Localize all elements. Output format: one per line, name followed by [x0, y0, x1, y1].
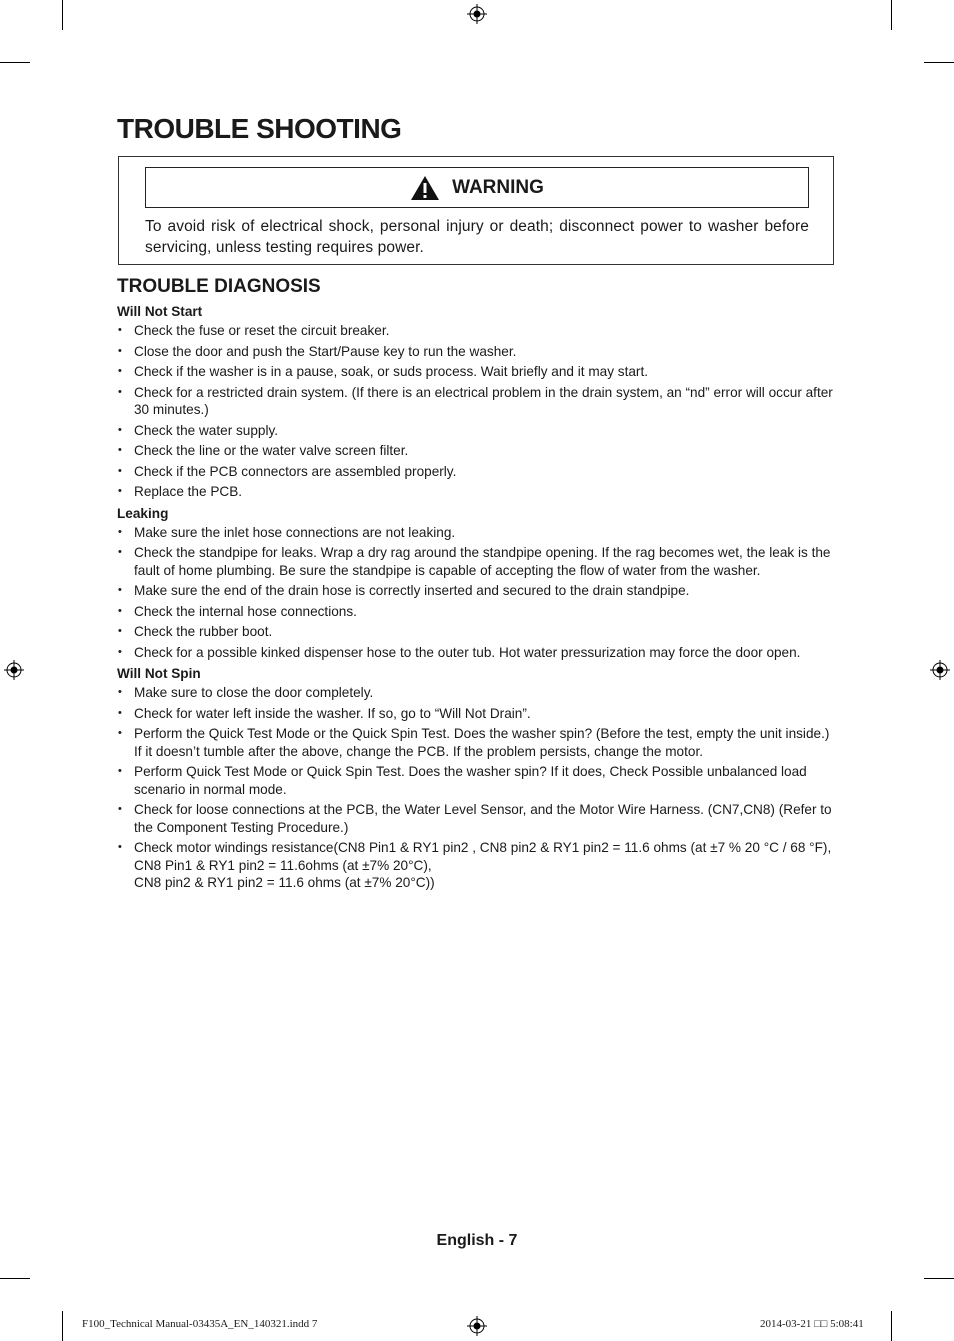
list-item-text: • Check motor windings resistance(CN8 Pin1 & RY1 pin2 , CN8 pin2 & RY1 pin2 = 11.6 ohms (at ±7 % 20 °C / 68 °F), [134, 840, 832, 855]
list-item-text: • Perform Quick Test Mode or Quick Spin Test. Does the washer spin? If it does, Check Possible unbalanced load scenario in normal mode. [134, 764, 807, 797]
section-heading: Leaking [117, 505, 169, 521]
page-number: English - 7 [436, 1232, 518, 1249]
list-item-text: • Check the fuse or reset the circuit breaker. [134, 323, 390, 338]
list-item-text: • Check the line or the water valve screen filter. [134, 443, 409, 458]
list-item-text: CN8 Pin1 & RY1 pin2 = 11.6ohms (at ±7% 20°C), [134, 857, 432, 873]
section-heading: Will Not Start [117, 304, 203, 319]
list-item [117, 623, 833, 641]
list-item [117, 442, 833, 460]
warning-label: WARNING [452, 176, 544, 198]
registration-mark-icon [930, 660, 950, 680]
crop-mark-top-right-horizontal [924, 62, 954, 63]
crop-mark-bottom-left-horizontal [0, 1278, 30, 1279]
registration-mark-icon [467, 4, 487, 24]
crop-mark-bottom-right-vertical [891, 1311, 892, 1341]
crop-mark-top-left-horizontal [0, 62, 30, 63]
list-item [117, 343, 833, 361]
list-item-text: • Make sure the end of the drain hose is correctly inserted and secured to the drain standpipe. [134, 583, 690, 598]
list-item [117, 801, 833, 836]
list-item-text: • Perform the Quick Test Mode or the Quick Spin Test. Does the washer spin? (Before the test, empty the unit inside.) If it doesn’t tumble after the above, change the PCB. If the problem persists, change the motor. [134, 726, 830, 759]
list-item-text: • Make sure the inlet hose connections are not leaking. [134, 524, 456, 540]
crop-mark-top-left-vertical [62, 0, 63, 30]
bullet-list [117, 322, 833, 501]
bullet-list [117, 524, 833, 662]
list-item-text: • Check for water left inside the washer. If so, go to “Will Not Drain”. [134, 705, 531, 721]
warning-text: To avoid risk of electrical shock, personal injury or death; disconnect power to washer before servicing, unless testing requires power. [145, 218, 809, 256]
warning-box [118, 156, 834, 265]
diagnosis-content [117, 302, 833, 895]
list-item [117, 839, 833, 892]
list-item [117, 684, 833, 702]
file-name: F100_Technical Manual-03435A_EN_140321.indd 7 [82, 1318, 318, 1330]
list-item [117, 705, 833, 723]
crop-mark-bottom-right-horizontal [924, 1278, 954, 1279]
list-item-text: • Replace the PCB. [134, 484, 243, 499]
registration-mark-icon [467, 1316, 487, 1336]
list-item [117, 524, 833, 542]
list-item [117, 582, 833, 600]
list-item [117, 363, 833, 381]
list-item [117, 644, 833, 662]
warning-triangle-icon [410, 175, 440, 201]
crop-mark-top-right-vertical [891, 0, 892, 30]
list-item [117, 544, 833, 579]
list-item-text: • Check the internal hose connections. [134, 603, 357, 619]
diagnosis-title: TROUBLE DIAGNOSIS [117, 276, 321, 297]
list-item [117, 725, 833, 760]
list-item [117, 763, 833, 798]
list-item-text: • Check the rubber boot. [134, 624, 273, 639]
list-item [117, 603, 833, 621]
list-item-text: • Check if the PCB connectors are assembled properly. [134, 463, 457, 479]
print-timestamp: 2014-03-21 □□ 5:08:41 [760, 1318, 864, 1330]
section-heading: Will Not Spin [117, 666, 201, 681]
bullet-list [117, 684, 833, 892]
list-item [117, 422, 833, 440]
list-item [117, 322, 833, 340]
crop-mark-bottom-left-vertical [62, 1311, 63, 1341]
list-item [117, 384, 833, 419]
list-item-text: • Check for a restricted drain system. (If there is an electrical problem in the drain system, an “nd” error will occur after 30 minutes.) [134, 384, 833, 417]
list-item-text: • Check for loose connections at the PCB, the Water Level Sensor, and the Motor Wire Harness. (CN7,CN8) (Refer to the Component Testing Procedure.) [134, 802, 832, 835]
list-item-text: • Make sure to close the door completely. [134, 685, 374, 700]
list-item-text: • Check the water supply. [134, 422, 279, 438]
list-item-text: • Close the door and push the Start/Pause key to run the washer. [134, 343, 517, 359]
list-item [117, 463, 833, 481]
list-item-text: CN8 pin2 & RY1 pin2 = 11.6 ohms (at ±7% 20°C)) [134, 875, 435, 890]
warning-header [145, 167, 809, 208]
page-title: TROUBLE SHOOTING [117, 113, 402, 144]
registration-mark-icon [4, 660, 24, 680]
list-item [117, 483, 833, 501]
list-item-text: • Check if the washer is in a pause, soak, or suds process. Wait briefly and it may start. [134, 364, 649, 379]
list-item-text: • Check for a possible kinked dispenser hose to the outer tub. Hot water pressurization may force the door open. [134, 644, 801, 660]
list-item-text: • Check the standpipe for leaks. Wrap a dry rag around the standpipe opening. If the rag becomes wet, the leak is the fault of home plumbing. Be sure the standpipe is capable of accepting the flow of water from the washer. [134, 545, 831, 578]
